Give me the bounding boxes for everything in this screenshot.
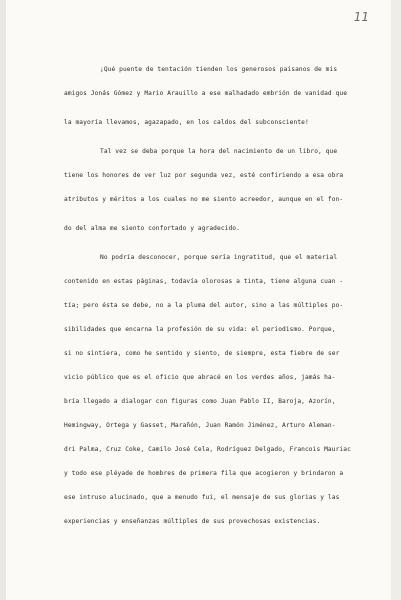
text-line: amigos Jonás Gómez y Mario Arauillo a ese malhadado embrión de vanidad que <box>64 90 348 97</box>
page-edge-left <box>0 0 6 600</box>
text-line: tía; pero ésta se debe, no a la pluma del autor, sino a las múltiples po- <box>64 302 344 309</box>
text-line: tiene los honores de ver luz por segunda vez, esté confiriendo a esa obra <box>64 172 344 179</box>
text-line: bría llegado a dialogar con figuras como Juan Pablo II, Baroja, Azorín, <box>64 398 336 405</box>
text-line: atributos y méritos a los cuales no me siento acreedor, aunque en el fon- <box>64 196 344 203</box>
page-edge-right <box>391 0 401 600</box>
text-line: experiencias y enseñanzas múltiples de sus provechosas existencias. <box>64 518 321 525</box>
text-line: contenido en estas páginas, todavía olorosas a tinta, tiene alguna cuan - <box>64 278 344 285</box>
text-line: dri Palma, Cruz Coke, Camilo José Cela, Rodríguez Delgado, Francois Mauriac <box>64 446 351 453</box>
text-line: ese intruso alucinado, que a menudo fui, el mensaje de sus glorias y las <box>64 494 340 501</box>
text-line: do del alma me siento confortado y agradecido. <box>64 225 240 232</box>
text-line: Hemingway, Ortega y Gasset, Marañón, Juan Ramón Jiménez, Arturo Aleman- <box>64 422 336 429</box>
text-line: ¡Qué puente de tentación tienden los generosos paisanos de mis <box>100 66 338 73</box>
text-line: la mayoría llevamos, agazapado, en los caldos del subconsciente! <box>64 119 309 126</box>
text-line: y todo ese pléyade de hombres de primera fila que acogieron y brindaron a <box>64 470 344 477</box>
text-line: sibilidades que encarna la profesión de su vida: el periodismo. Porque, <box>64 326 336 333</box>
page-number: 11 <box>353 10 369 24</box>
text-line: si no sintiera, como he sentido y siento, de siempre, esta fiebre de ser <box>64 350 340 357</box>
text-line: No podría desconocer, porque sería ingratitud, que el material <box>100 254 338 261</box>
text-line: vicio público que es el oficio que abracé en los verdes años, jamás ha- <box>64 374 336 381</box>
text-line: Tal vez se deba porque la hora del nacimiento de un libro, que <box>100 148 338 155</box>
document-body <box>64 58 360 534</box>
